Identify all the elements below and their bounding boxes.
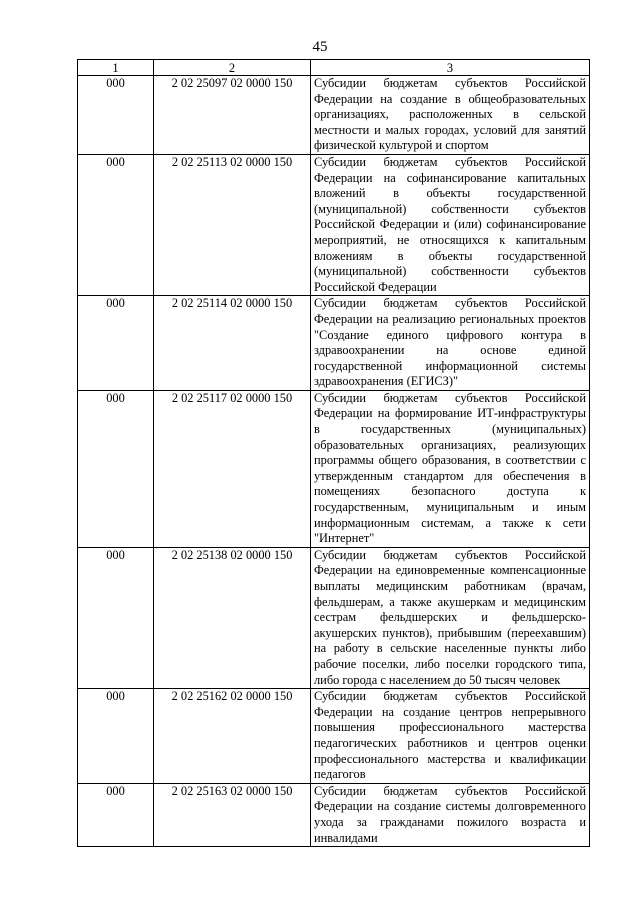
admin-code-cell: 000	[78, 154, 154, 295]
budget-code-cell: 2 02 25163 02 0000 150	[154, 783, 311, 846]
column-header-1: 1	[78, 60, 154, 76]
description-cell: Субсидии бюджетам субъектов Российской Федерации на создание в общеобразовательных организациях, расположенных в сельской местности и малых городах, условий для занятий физической культурой и спортом	[311, 76, 590, 155]
description-cell: Субсидии бюджетам субъектов Российской Федерации на формирование ИТ-инфраструктуры в государственных (муниципальных) образовательных организациях, реализующих программы общего образования, в соответствии с утвержденным стандартом для обеспечения в помещениях безопасного доступа к государственным, муниципальным и иным информационным системам, а также к сети "Интернет"	[311, 390, 590, 547]
table-header-row	[78, 60, 590, 76]
admin-code-cell: 000	[78, 76, 154, 155]
description-cell: Субсидии бюджетам субъектов Российской Федерации на реализацию региональных проектов "Создание единого цифрового контура в здравоохранении на основе единой государственной информационной системы здравоохранения (ЕГИСЗ)"	[311, 296, 590, 391]
budget-code-cell: 2 02 25114 02 0000 150	[154, 296, 311, 391]
admin-code-cell: 000	[78, 296, 154, 391]
admin-code-cell: 000	[78, 390, 154, 547]
admin-code-cell: 000	[78, 547, 154, 688]
page-number: 45	[312, 39, 328, 55]
description-cell: Субсидии бюджетам субъектов Российской Федерации на софинансирование капитальных вложений в объекты государственной (муниципальной) собственности субъектов Российской Федерации и (или) софинансирование мероприятий, не относящихся к капитальным вложениям в объекты государственной (муниципальной) собственности субъектов Российской Федерации	[311, 154, 590, 295]
budget-classification-table	[77, 59, 590, 847]
budget-code-cell: 2 02 25117 02 0000 150	[154, 390, 311, 547]
table-row	[78, 154, 590, 295]
description-cell: Субсидии бюджетам субъектов Российской Федерации на единовременные компенсационные выплаты медицинским работникам (врачам, фельдшерам, а также акушеркам и медицинским сестрам фельдшерских и фельдшерско-акушерских пунктов), прибывшим (переехавшим) на работу в сельские населенные пункты либо рабочие поселки, либо поселки городского типа, либо города с населением до 50 тысяч человек	[311, 547, 590, 688]
table-row	[78, 547, 590, 688]
column-header-2: 2	[154, 60, 311, 76]
admin-code-cell: 000	[78, 689, 154, 784]
admin-code-cell: 000	[78, 783, 154, 846]
description-cell: Субсидии бюджетам субъектов Российской Федерации на создание системы долговременного ухода за гражданами пожилого возраста и инвалидами	[311, 783, 590, 846]
budget-code-cell: 2 02 25097 02 0000 150	[154, 76, 311, 155]
description-cell: Субсидии бюджетам субъектов Российской Федерации на создание центров непрерывного повышения профессионального мастерства педагогических работников и центров оценки профессионального мастерства и квалификации педагогов	[311, 689, 590, 784]
table-row	[78, 689, 590, 784]
budget-code-cell: 2 02 25138 02 0000 150	[154, 547, 311, 688]
column-header-3: 3	[311, 60, 590, 76]
budget-code-cell: 2 02 25113 02 0000 150	[154, 154, 311, 295]
table-row	[78, 76, 590, 155]
table-row	[78, 296, 590, 391]
budget-code-cell: 2 02 25162 02 0000 150	[154, 689, 311, 784]
table-row	[78, 783, 590, 846]
table-row	[78, 390, 590, 547]
